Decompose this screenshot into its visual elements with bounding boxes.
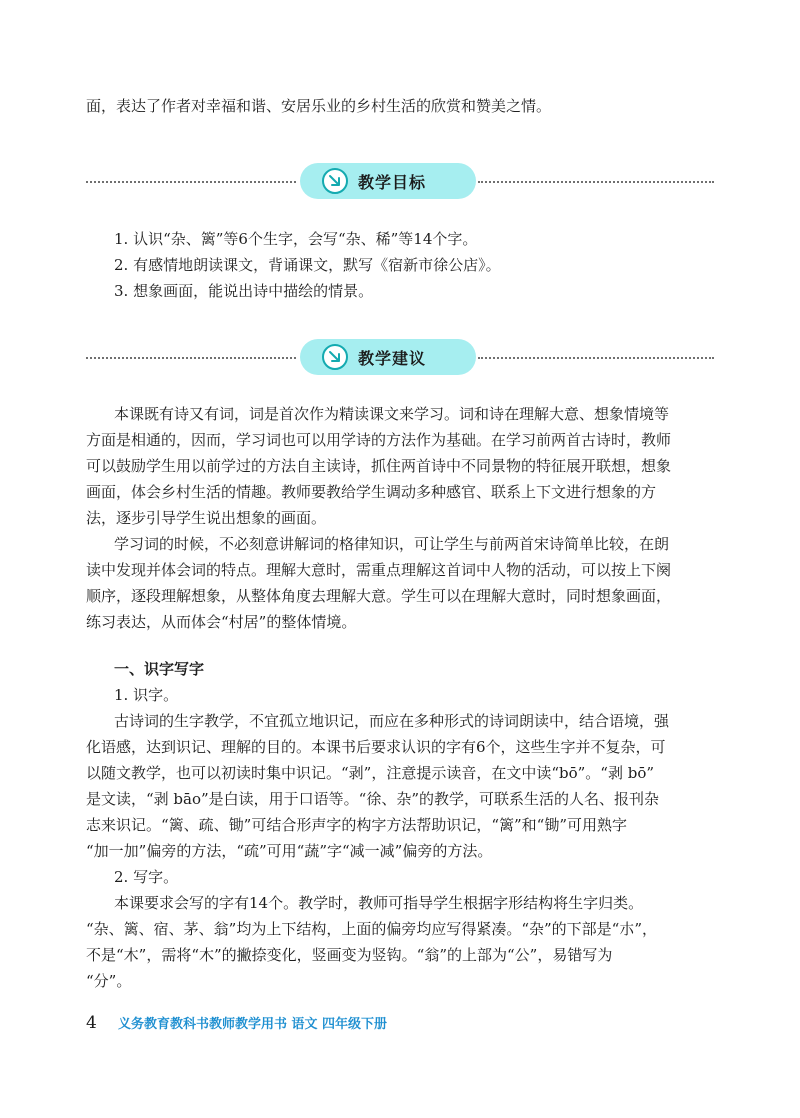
page-footer (86, 1013, 387, 1035)
dotted-rule-right (478, 181, 714, 183)
paragraph-line: 读中发现并体会词的特点。理解大意时，需重点理解这首词中人物的活动，可以按上下阕 (86, 561, 672, 579)
goal-item: 1. 认识“杂、篱”等6个生字，会写“杂、稀”等14个字。 (114, 230, 478, 248)
intro-line: 面，表达了作者对幸福和谐、安居乐业的乡村生活的欣赏和赞美之情。 (86, 97, 552, 115)
paragraph-line: 古诗词的生字教学，不宜孤立地识记，而应在多种形式的诗词朗读中，结合语境，强 (114, 712, 670, 730)
goals-section-header (86, 163, 714, 199)
goals-title-pill (300, 163, 476, 199)
paragraph-line: 顺序，逐段理解想象，从整体角度去理解大意。学生可以在理解大意时，同时想象画面， (86, 587, 672, 605)
goals-title: 教学目标 (358, 172, 427, 192)
paragraph-line: 法，逐步引导学生说出想象的画面。 (86, 509, 327, 527)
paragraph-line: 练习表达，从而体会“村居”的整体情境。 (86, 613, 357, 631)
suggestions-section-header (86, 339, 714, 375)
paragraph-line: 方面是相通的，因而，学习词也可以用学诗的方法作为基础。在学习前两首古诗时，教师 (86, 431, 672, 449)
paragraph-line: 画面，体会乡村生活的情趣。教师要教给学生调动多种感官、联系上下文进行想象的方 (86, 483, 657, 501)
subsection-heading: 1. 识字。 (114, 686, 179, 704)
paragraph-line: 学习词的时候，不必刻意讲解词的格律知识，可让学生与前两首宋诗简单比较，在朗 (114, 535, 670, 553)
paragraph-line: 以随文教学，也可以初读时集中识记。“剥”，注意提示读音，在文中读“bō”。“剥 bō” (86, 764, 655, 782)
paragraph-line: “杂、篱、宿、茅、翁”均为上下结构，上面的偏旁均应写得紧凑。“杂”的下部是“朩”， (86, 920, 658, 938)
dotted-rule-right (478, 357, 714, 359)
arrow-down-right-circle-icon (322, 168, 348, 194)
dotted-rule-left (86, 181, 296, 183)
paragraph-line: “加一加”偏旁的方法，“疏”可用“蔬”字“减一减”偏旁的方法。 (86, 842, 493, 860)
subsection-heading: 2. 写字。 (114, 868, 179, 886)
paragraph-line: 本课要求会写的字有14个。教学时，教师可指导学生根据字形结构将生字归类。 (114, 894, 644, 912)
paragraph-line: 不是“木”，需将“木”的撇捺变化，竖画变为竖钩。“翁”的上部为“公”，易错写为 (86, 946, 613, 964)
suggestions-title: 教学建议 (358, 348, 427, 368)
dotted-rule-left (86, 357, 296, 359)
paragraph-line: 化语感，达到识记、理解的目的。本课书后要求认识的字有6个，这些生字并不复杂，可 (86, 738, 666, 756)
goal-item: 2. 有感情地朗读课文，背诵课文，默写《宿新市徐公店》。 (114, 256, 501, 274)
book-title: 义务教育教科书教师教学用书 语文 四年级下册 (118, 1017, 388, 1032)
paragraph-line: 志来识记。“篱、疏、锄”可结合形声字的构字方法帮助识记，“篱”和“锄”可用熟字 (86, 816, 628, 834)
arrow-down-right-circle-icon (322, 344, 348, 370)
suggestions-title-pill (300, 339, 476, 375)
paragraph-line: “分”。 (86, 972, 132, 990)
goal-item: 3. 想象画面，能说出诗中描绘的情景。 (114, 282, 374, 300)
section-heading: 一、识字写字 (114, 660, 205, 678)
paragraph-line: 是文读，“剥 bāo”是白读，用于口语等。“徐、杂”的教学，可联系生活的人名、报刊杂 (86, 790, 660, 808)
paragraph-line: 本课既有诗又有词，词是首次作为精读课文来学习。词和诗在理解大意、想象情境等 (114, 405, 670, 423)
page-number: 4 (86, 1013, 97, 1033)
paragraph-line: 可以鼓励学生用以前学过的方法自主读诗，抓住两首诗中不同景物的特征展开联想，想象 (86, 457, 672, 475)
